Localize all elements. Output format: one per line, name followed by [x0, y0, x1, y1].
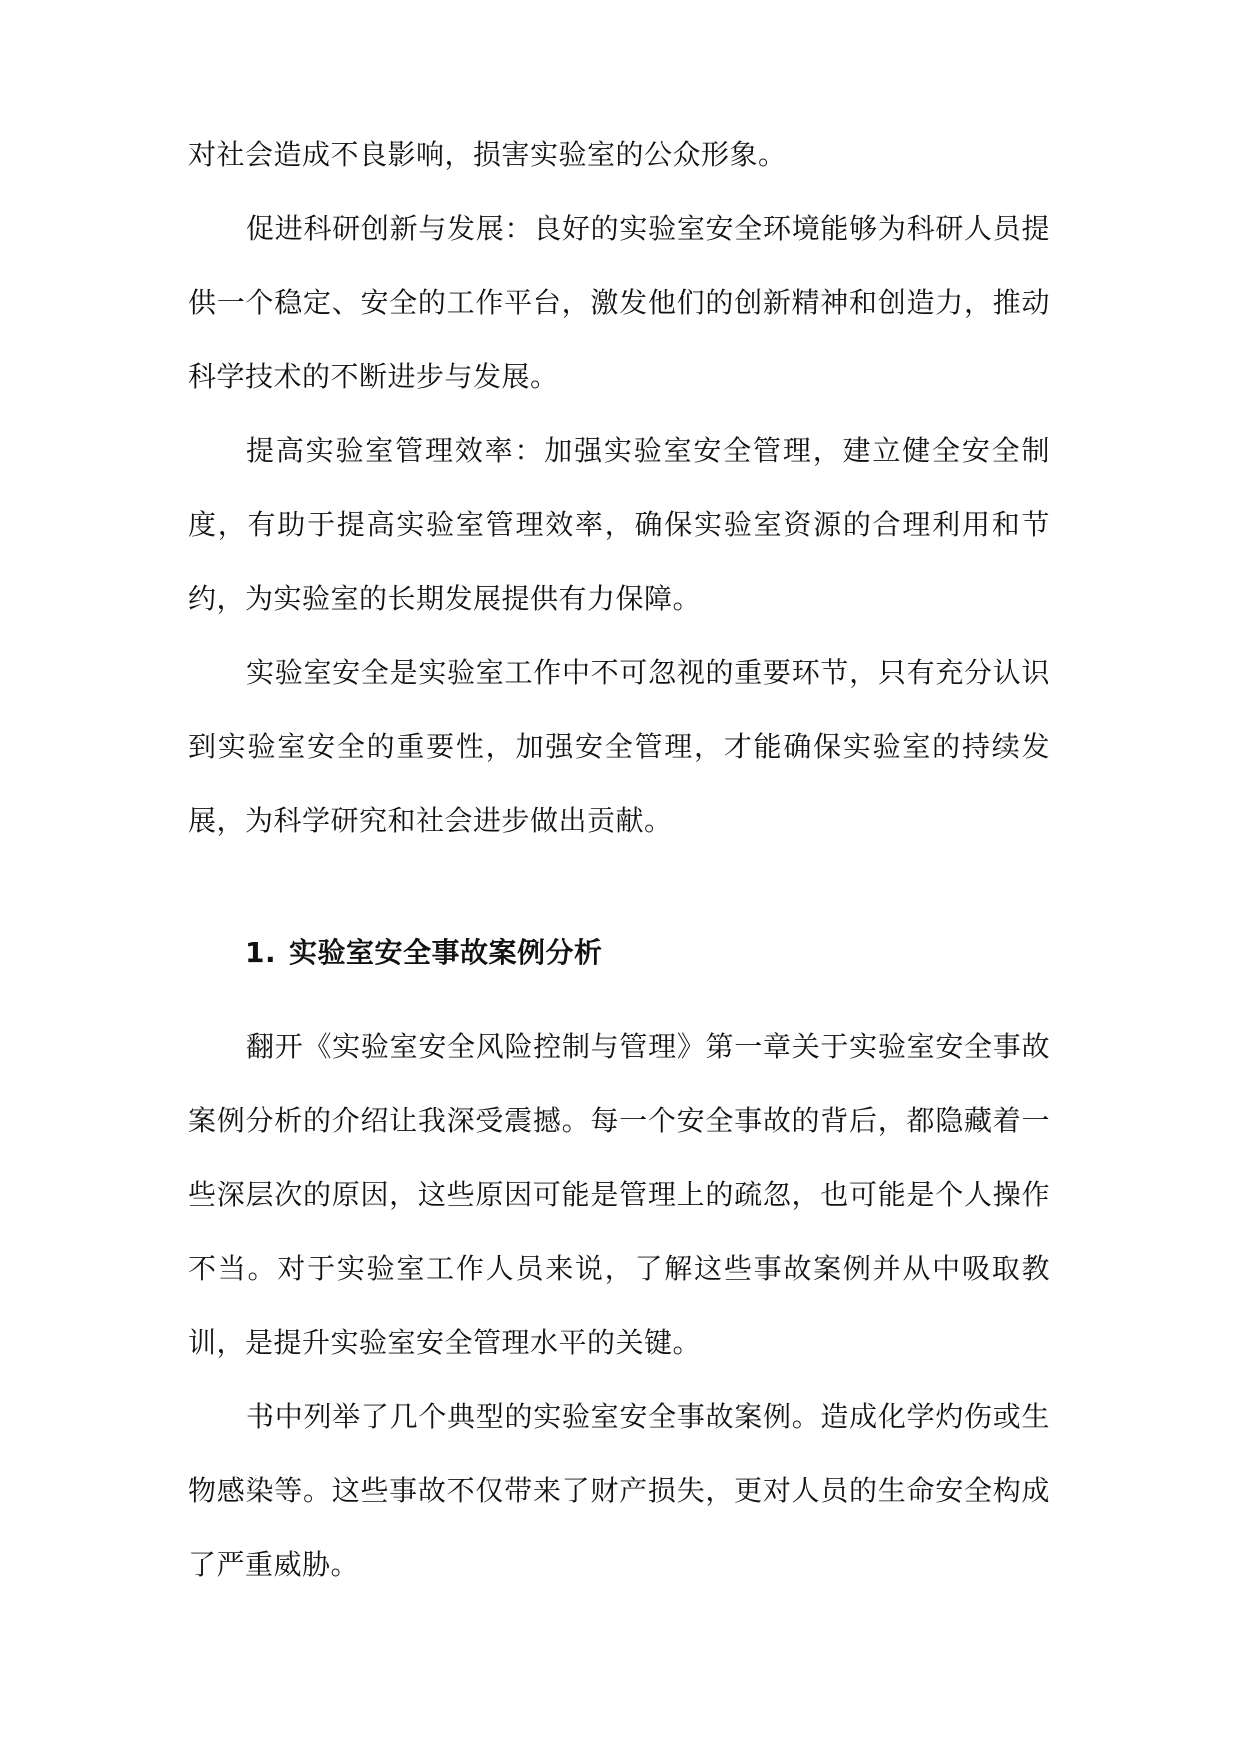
paragraph-typical-cases: 书中列举了几个典型的实验室安全事故案例。造成化学灼伤或生物感染等。这些事故不仅带来了财产损失，更对人员的生命安全构成了严重威胁。 [188, 1400, 1050, 1581]
paragraph-case-analysis-intro: 翻开《实验室安全风险控制与管理》第一章关于实验室安全事故案例分析的介绍让我深受震撼。每一个安全事故的背后，都隐藏着一些深层次的原因，这些原因可能是管理上的疏忽，也可能是个人操作不当。对于实验室工作人员来说，了解这些事故案例并从中吸取教训，是提升实验室安全管理水平的关键。 [188, 1030, 1050, 1359]
section-title: 实验室安全事故案例分析 [289, 936, 603, 969]
paragraph-management-efficiency: 提高实验室管理效率：加强实验室安全管理，建立健全安全制度，有助于提高实验室管理效率，确保实验室资源的合理利用和节约，为实验室的长期发展提供有力保障。 [188, 434, 1050, 615]
section-heading [245, 928, 603, 978]
section-number: 1. [245, 936, 277, 969]
paragraph-safety-importance: 实验室安全是实验室工作中不可忽视的重要环节，只有充分认识到实验室安全的重要性，加强安全管理，才能确保实验室的持续发展，为科学研究和社会进步做出贡献。 [188, 656, 1050, 837]
paragraph-research-innovation: 促进科研创新与发展：良好的实验室安全环境能够为科研人员提供一个稳定、安全的工作平台，激发他们的创新精神和创造力，推动科学技术的不断进步与发展。 [188, 212, 1050, 393]
paragraph-continuation: 对社会造成不良影响，损害实验室的公众形象。 [188, 138, 787, 171]
